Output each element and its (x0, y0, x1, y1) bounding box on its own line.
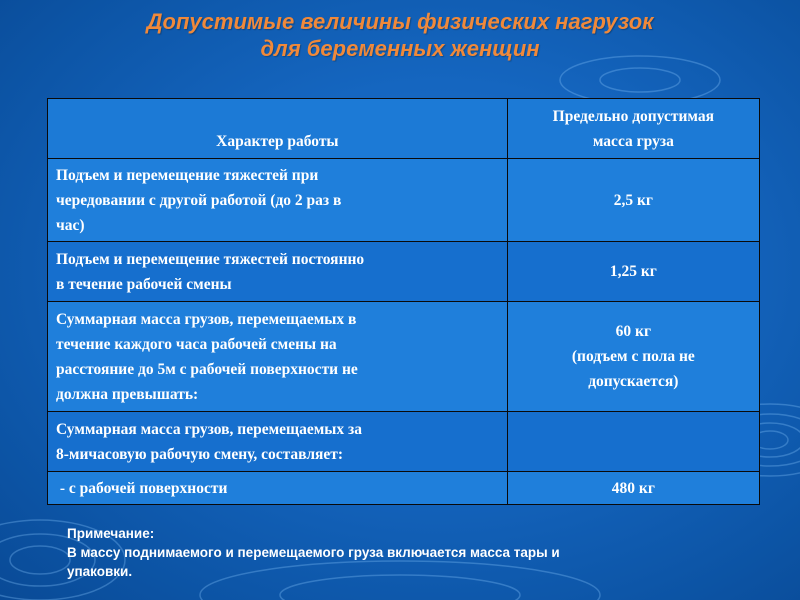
table-row (48, 472, 760, 505)
load-limits-table (47, 98, 760, 505)
work-line: - с рабочей поверхности (56, 479, 228, 497)
limit-cell (507, 412, 759, 472)
work-line: течение каждого часа рабочей смены на (56, 335, 337, 353)
footnote-text-line: упаковки. (67, 564, 133, 579)
work-line: Суммарная масса грузов, перемещаемых в (56, 310, 357, 328)
limit-cell (507, 472, 759, 505)
page-title (0, 8, 800, 62)
table-row (48, 242, 760, 302)
title-line-1: Допустимые величины физических нагрузок (146, 9, 654, 34)
header-max-mass (507, 99, 759, 159)
header-max-mass-line: масса груза (592, 132, 674, 150)
limit-cell (507, 242, 759, 302)
work-cell (48, 472, 508, 505)
title-line-2: для беременных женщин (260, 36, 540, 61)
work-line: чередовании с другой работой (до 2 раз в (56, 191, 342, 209)
work-line: расстояние до 5м с рабочей поверхности не (56, 360, 358, 378)
table-row (48, 302, 760, 412)
footnote (67, 524, 767, 581)
work-line: Подъем и перемещение тяжестей постоянно (56, 250, 365, 268)
work-cell (48, 412, 508, 472)
work-cell (48, 159, 508, 242)
work-line: Суммарная масса грузов, перемещаемых за (56, 420, 363, 438)
work-line: час) (56, 216, 85, 234)
header-max-mass-line: Предельно допустимая (552, 107, 714, 125)
limit-line: (подъем с пола не (571, 348, 695, 365)
footnote-label: Примечание: (67, 526, 155, 541)
table-row (48, 412, 760, 472)
limit-line: 60 кг (615, 323, 652, 340)
limit-cell (507, 159, 759, 242)
limit-line: 1,25 кг (609, 263, 657, 280)
limit-line: 480 кг (611, 479, 655, 497)
table-row (48, 159, 760, 242)
work-cell (48, 242, 508, 302)
header-work-type: Характер работы (48, 99, 508, 159)
table-header-row (48, 99, 760, 159)
limit-line: допускается) (588, 373, 679, 390)
work-line: 8-мичасовую рабочую смену, составляет: (56, 445, 344, 463)
work-line: должна превышать: (56, 385, 199, 403)
work-line: в течение рабочей смены (56, 275, 232, 293)
work-cell (48, 302, 508, 412)
limit-line: 2,5 кг (613, 191, 653, 209)
footnote-text-line: В массу поднимаемого и перемещаемого груза включается масса тары и (67, 545, 560, 560)
work-line: Подъем и перемещение тяжестей при (56, 166, 319, 184)
limit-cell (507, 302, 759, 412)
